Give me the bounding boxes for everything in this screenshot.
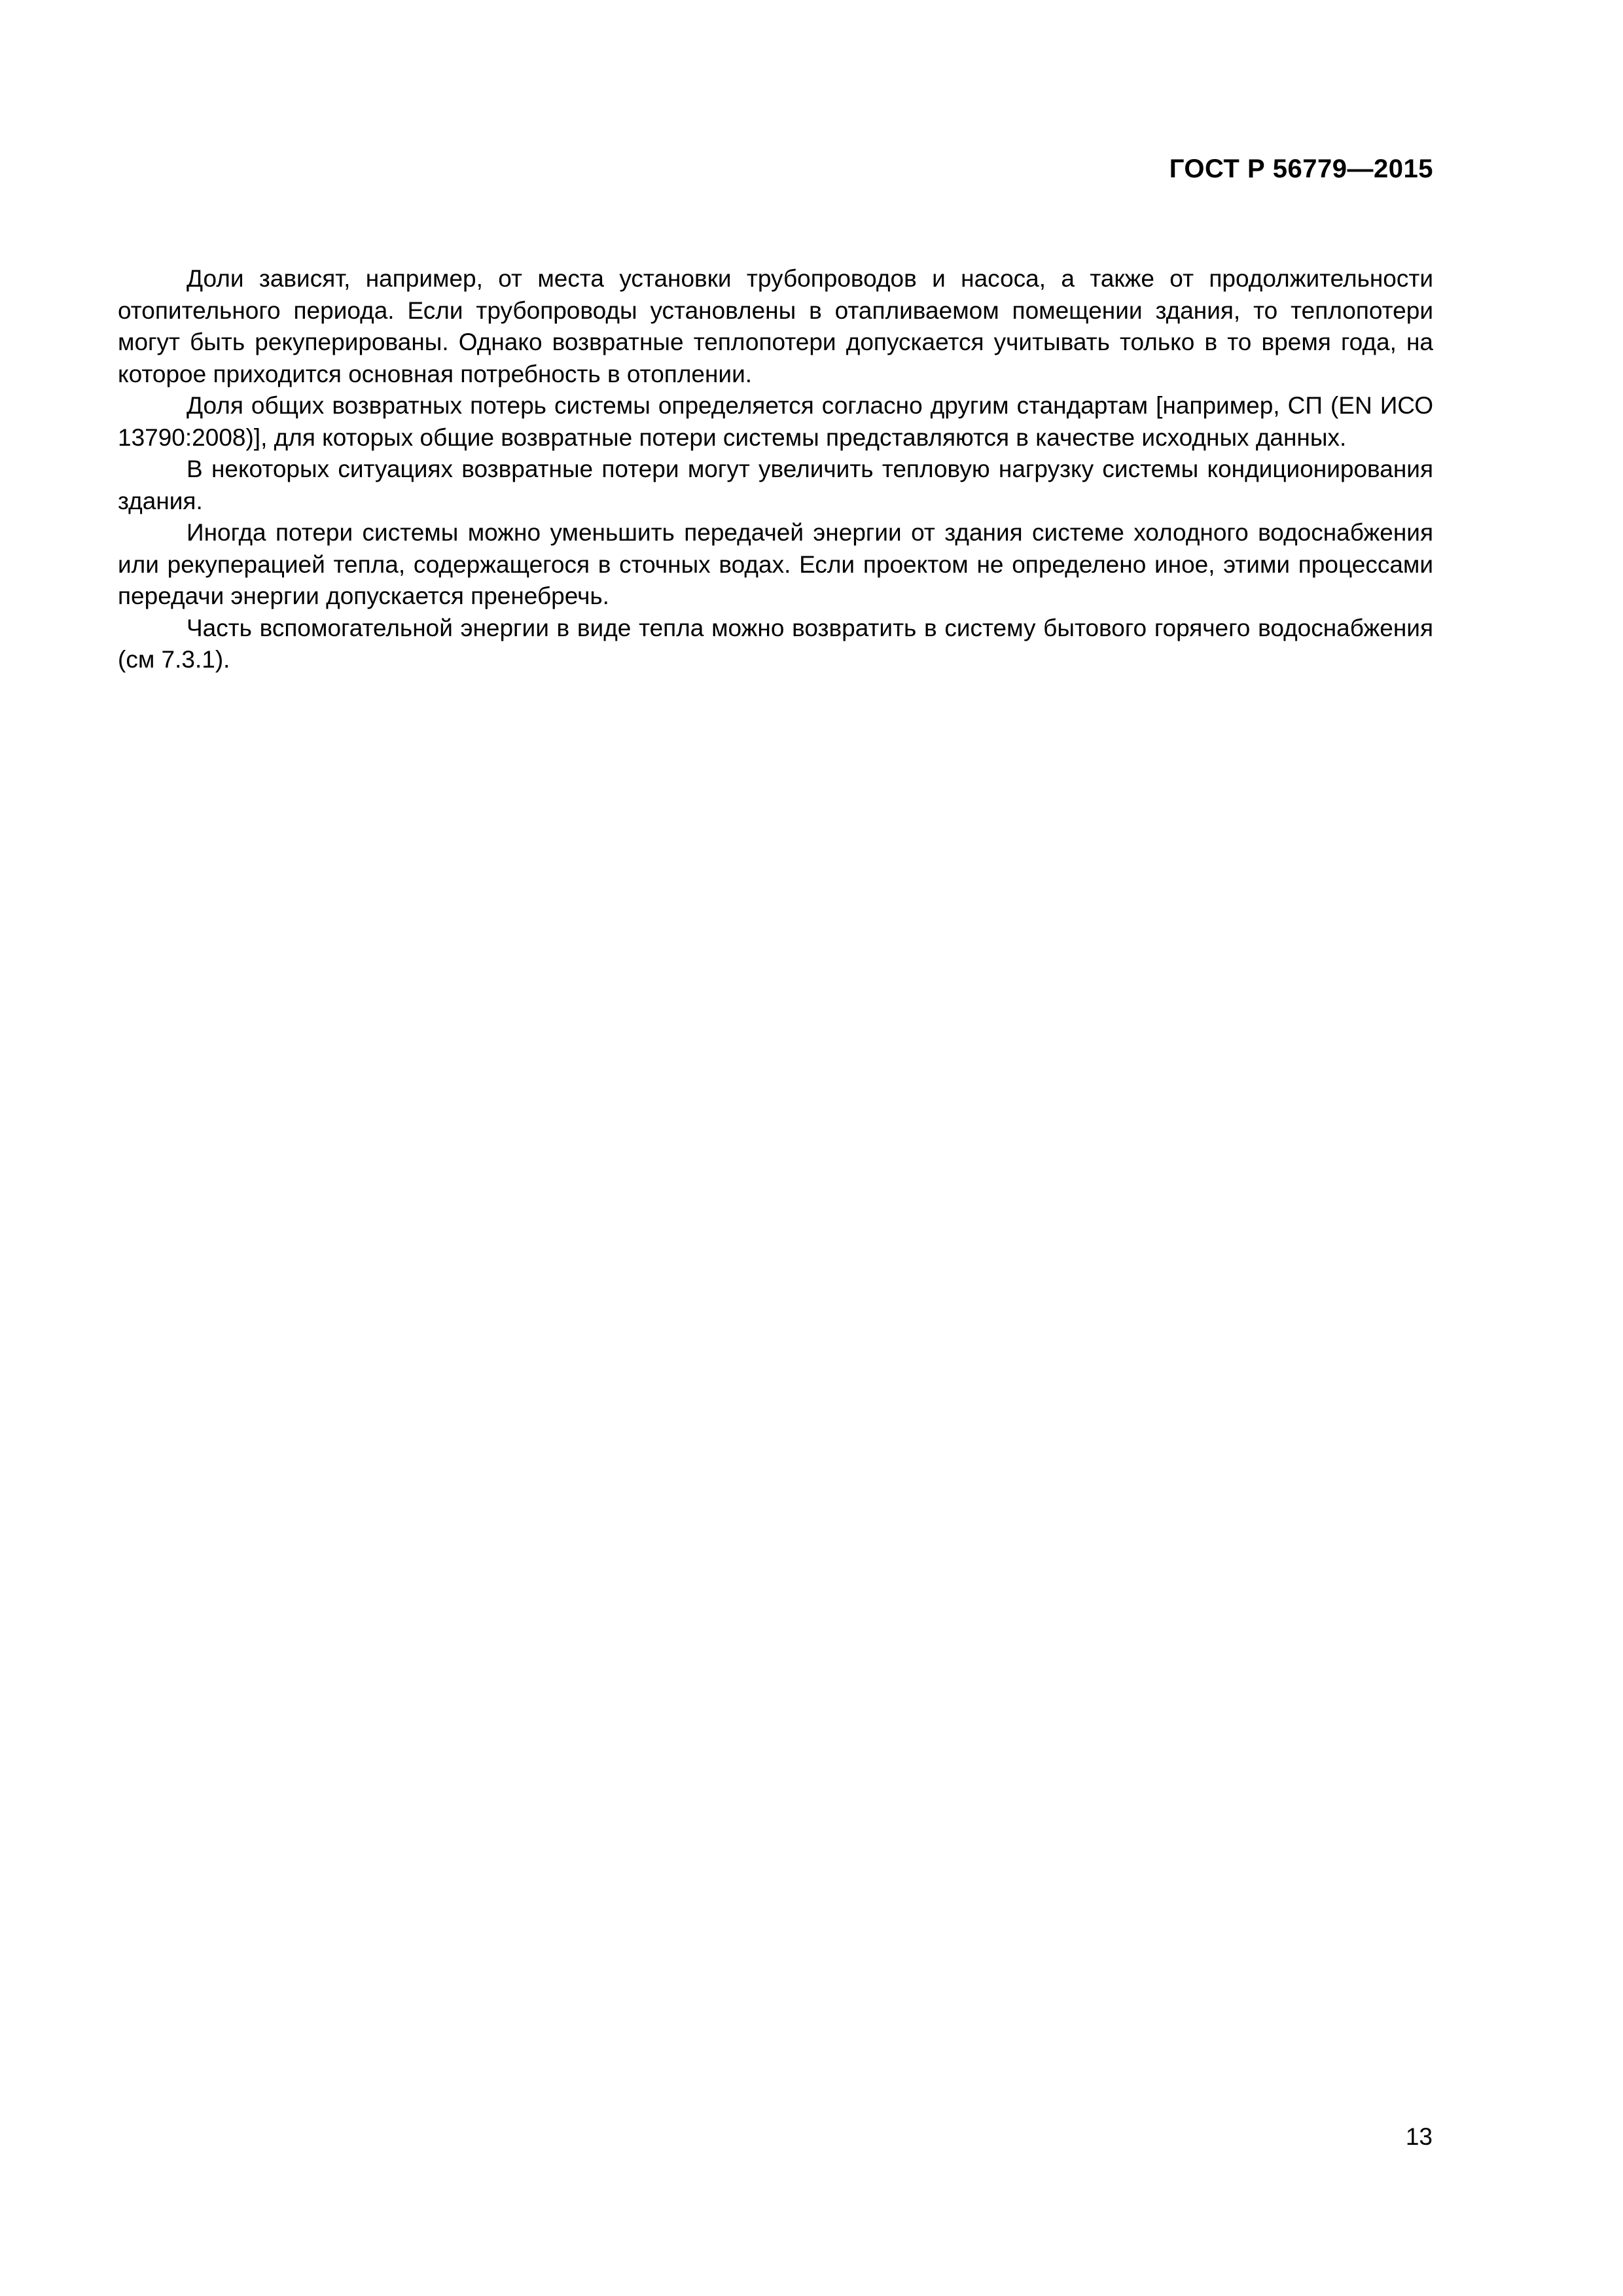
paragraph: Часть вспомогательной энергии в виде тепла можно возвратить в систему бытового горячего водоснабжения (см 7.3.1). (118, 614, 1433, 673)
paragraph: Доли зависят, например, от места установки трубопроводов и насоса, а также от продолжительности отопительного периода. Если трубопроводы установлены в отапливаемом помещении здания, то теплопотери могут быть рекуперированы. Однако возвратные теплопотери допускается учитывать только в то время года, на которое приходится основная потребность в отоплении. (118, 265, 1433, 387)
paragraph: Иногда потери системы можно уменьшить передачей энергии от здания системе холодного водоснабжения или рекуперацией тепла, содержащегося в сточных водах. Если проектом не определено иное, этими процессами передачи энергии допускается пренебречь. (118, 519, 1433, 609)
document-code: ГОСТ Р 56779—2015 (1169, 154, 1433, 183)
paragraph: В некоторых ситуациях возвратные потери могут увеличить тепловую нагрузку системы кондиционирования здания. (118, 456, 1433, 514)
body-text (118, 263, 1433, 676)
page-number: 13 (1405, 2123, 1433, 2150)
paragraph: Доля общих возвратных потерь системы определяется согласно другим стандартам [например, СП (EN ИСО 13790:2008)], для которых общие возвратные потери системы представляются в качестве исходных данных. (118, 392, 1433, 451)
